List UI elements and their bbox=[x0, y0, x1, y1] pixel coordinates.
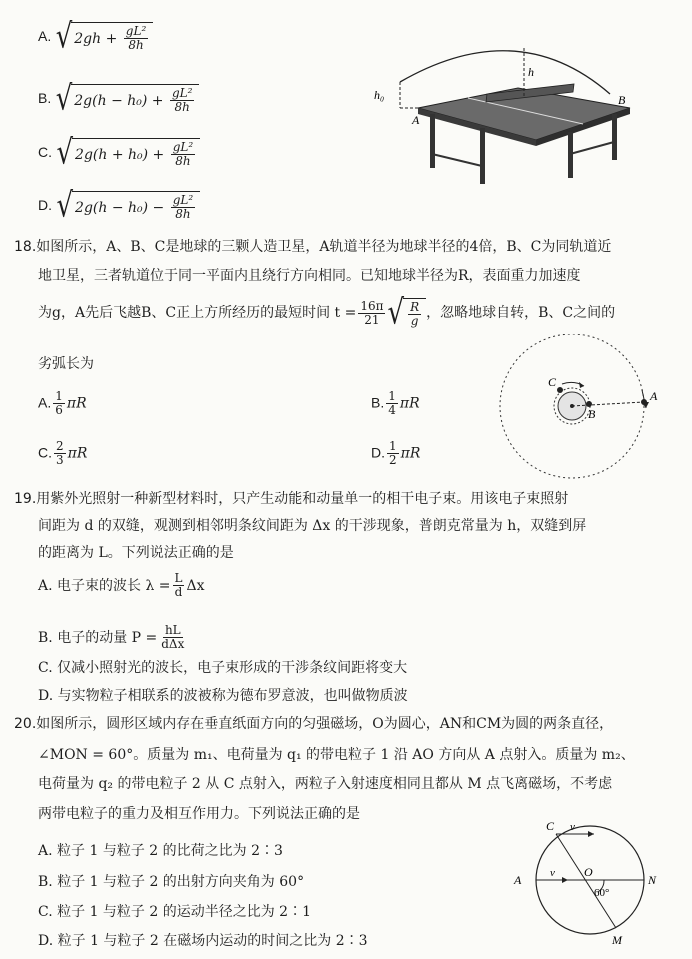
magnetic-field-figure bbox=[508, 816, 668, 952]
table-leg bbox=[480, 128, 485, 184]
q17-option-b: B. √ 2g(h − h₀) + $\frac{\text{gL²}}{8h}$ bbox=[38, 84, 199, 114]
label-v2: v bbox=[570, 821, 575, 833]
label-O: O bbox=[584, 865, 593, 879]
sqrt-expression: √ 2g(h + h₀) + $\frac{\text{gL²}}{8h}$ bbox=[56, 138, 200, 168]
q19-line-3: 的距离为 L。下列说法正确的是 bbox=[38, 545, 234, 561]
label-C: C bbox=[548, 375, 557, 389]
q17-option-c: C. √ 2g(h + h₀) + $\frac{\text{gL²}}{8h}$ bbox=[38, 138, 200, 168]
sqrt-expression: √ 2gh + $\frac{\text{gL²}}{8h}$ bbox=[56, 22, 154, 52]
table-leg bbox=[568, 132, 573, 178]
ball-trajectory bbox=[400, 51, 610, 94]
label-v1: v bbox=[550, 867, 555, 879]
label-B: B bbox=[588, 407, 596, 421]
q20-option-c: C. 粒子 1 与粒子 2 的运动半径之比为 2∶1 bbox=[38, 904, 311, 920]
q18-option-b: B. $\frac{1}{4}$ πR bbox=[371, 389, 420, 417]
q19-option-a: A. 电子束的波长 λ = $\frac{L}{d}$ Δx bbox=[38, 571, 205, 599]
sqrt-expression: √ 2g(h − h₀) + $\frac{\text{gL²}}{8h}$ bbox=[56, 84, 200, 114]
q19-option-d: D. 与实物粒子相联系的波被称为德布罗意波，也叫做物质波 bbox=[38, 688, 408, 704]
q18-line-1: 18.如图所示，A、B、C是地球的三颗人造卫星，A轨道半径为地球半径的4倍，B、C为同轨道近 bbox=[14, 239, 612, 255]
label-B: B bbox=[618, 93, 626, 107]
table-leg bbox=[430, 114, 435, 168]
q20-number: 20. bbox=[14, 716, 37, 732]
q18-option-c: C. $\frac{2}{3}$ πR bbox=[38, 439, 88, 467]
q20-line-3: 电荷量为 q₂ 的带电粒子 2 从 C 点射入，两粒子入射速度相同且都从 M 点飞离磁场，不考虑 bbox=[38, 776, 613, 792]
label-h: h bbox=[528, 65, 534, 79]
label-A: A bbox=[514, 873, 522, 887]
sqrt-expression: √ 2g(h − h₀) − $\frac{\text{gL²}}{8h}$ bbox=[56, 191, 200, 221]
ping-pong-table-figure bbox=[368, 36, 638, 196]
q20-option-a: A. 粒子 1 与粒子 2 的比荷之比为 2∶3 bbox=[38, 843, 283, 859]
label-h0: h₀ bbox=[374, 88, 385, 102]
q20-line-2: ∠MON = 60°。质量为 m₁、电荷量为 q₁ 的带电粒子 1 沿 AO 方向从 A 点射入。质量为 m₂、 bbox=[38, 747, 635, 763]
satellite-C bbox=[557, 387, 563, 393]
q19-line-1: 19.用紫外光照射一种新型材料时，只产生动能和动量单一的相干电子束。用该电子束照射 bbox=[14, 491, 569, 507]
q19-number: 19. bbox=[14, 491, 37, 507]
label-N: N bbox=[648, 873, 657, 887]
q18-option-a: A. $\frac{1}{6}$ πR bbox=[38, 389, 87, 417]
table-brace bbox=[432, 154, 482, 166]
label-A: A bbox=[412, 113, 420, 127]
q20-option-b: B. 粒子 1 与粒子 2 的出射方向夹角为 60° bbox=[38, 874, 305, 890]
q18-option-d: D. $\frac{1}{2}$ πR bbox=[371, 439, 421, 467]
label-angle: 60° bbox=[594, 887, 610, 899]
label-C: C bbox=[546, 819, 555, 833]
q18-sqrt: √ $\frac{R}{g}$ bbox=[387, 298, 426, 328]
q19-option-b: B. 电子的动量 P = $\frac{hL}{\text{dΔx}}$ bbox=[38, 623, 185, 651]
satellite-orbit-figure bbox=[492, 334, 672, 484]
q18-line-2: 地卫星，三者轨道位于同一平面内且绕行方向相同。已知地球半径为R，表面重力加速度 bbox=[38, 268, 581, 284]
q19-line-2: 间距为 d 的双缝，观测到相邻明条纹间距为 Δx 的干涉现象，普朗克常量为 h，双缝到屏 bbox=[38, 518, 587, 534]
q20-line-4: 两带电粒子的重力及相互作用力。下列说法正确的是 bbox=[38, 806, 360, 822]
label-A: A bbox=[650, 389, 658, 403]
q17-option-a: A. √ 2gh + $\frac{\text{gL²}}{8h}$ bbox=[38, 22, 153, 52]
q18-line-3: 为g，A先后飞越B、C正上方所经历的最短时间 t = $\frac{16\pi}{21}$ √ $\frac{R}{g}$ ，忽略地球自转，B、C之间的 bbox=[38, 293, 616, 333]
table-brace bbox=[570, 142, 614, 154]
q20-option-d: D. 粒子 1 与粒子 2 在磁场内运动的时间之比为 2∶3 bbox=[38, 933, 368, 949]
q17-option-d: D. √ 2g(h − h₀) − $\frac{\text{gL²}}{8h}$ bbox=[38, 191, 200, 221]
q18-number: 18. bbox=[14, 239, 37, 255]
q20-line-1: 20.如图所示，圆形区域内存在垂直纸面方向的匀强磁场，O为圆心，AN和CM为圆的两条直径， bbox=[14, 716, 614, 732]
table-leg bbox=[612, 114, 617, 160]
q18-time-fraction: $\frac{16\pi}{21}$ bbox=[360, 298, 384, 327]
label-M: M bbox=[612, 933, 622, 947]
q19-option-c: C. 仅减小照射光的波长，电子束形成的干涉条纹间距将变大 bbox=[38, 660, 408, 676]
q18-line-4: 劣弧长为 bbox=[38, 356, 94, 372]
